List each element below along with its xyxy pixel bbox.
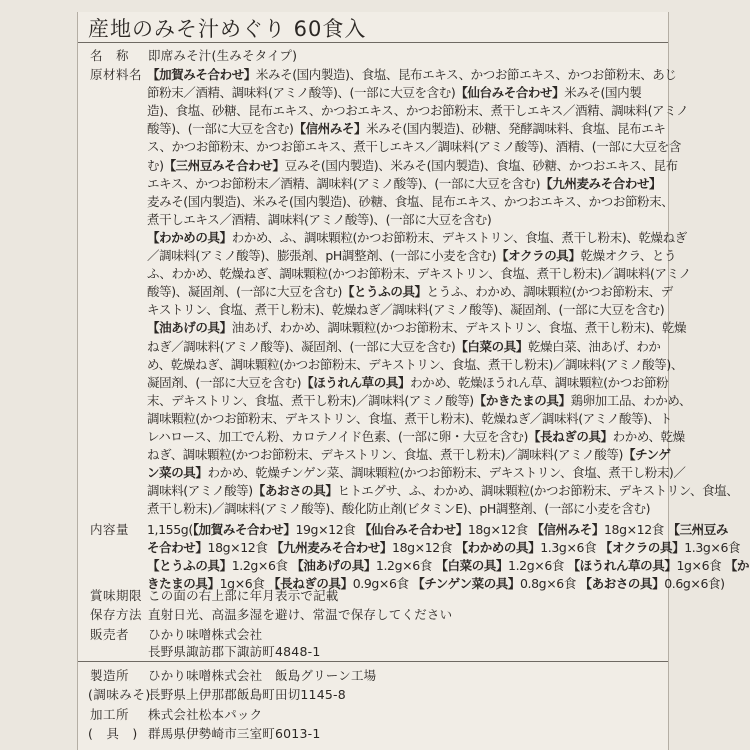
- text-line: [147, 556, 749, 574]
- text-segment: め、乾燥ねぎ、調味顆粒(かつお節粉末、デキストリン、食塩、煮干し粉末)／調味料(アミノ酸等)、: [147, 356, 683, 372]
- content-label: 内容量: [90, 522, 130, 537]
- text-segment: 18g×12食: [207, 540, 272, 556]
- category-heading: 【あおさの具】: [579, 576, 665, 592]
- text-segment: 米みそ(国内製: [564, 85, 642, 101]
- text-segment: 米みそ(国内製造)、食塩、昆布エキス、かつお節エキス、かつお節粉末、あじ: [255, 67, 677, 82]
- text-segment: 乾燥オクラ、とう: [580, 248, 677, 263]
- text-segment: 酸等)、凝固剤、(一部に大豆を含む): [147, 284, 342, 300]
- text-segment: 1,155g(: [147, 522, 193, 537]
- text-segment: 18g×12食: [392, 540, 456, 556]
- text-segment: む): [147, 157, 164, 173]
- text-line: [147, 119, 666, 137]
- text-segment: 1.2g×6食: [231, 558, 292, 574]
- maker-value: ひかり味噌株式会社 飯島グリーン工場: [148, 668, 377, 683]
- text-line: [147, 210, 491, 228]
- text-line: [147, 300, 664, 318]
- category-heading: 【信州みそ】: [293, 121, 367, 137]
- text-segment: 調味顆粒(かつお節粉末、デキストリン、食塩、煮干し粉末)、乾燥ねぎ／調味料(アミノ酸等)、ト: [147, 410, 672, 426]
- category-heading: 【仙台みそ合わせ】: [455, 85, 565, 101]
- text-segment: わかめ、ふ、調味顆粒(かつお節粉末、デキストリン、食塩、煮干し粉末)、乾燥ねぎ: [231, 229, 687, 245]
- text-segment: 1.3g×6食: [684, 540, 741, 556]
- category-heading: 【信州みそ】: [531, 522, 604, 537]
- text-segment: 煮干しエキス／酒精、調味料(アミノ酸等)、(一部に大豆を含む): [147, 211, 492, 227]
- seller-label: 販売者: [90, 627, 130, 642]
- text-segment: レハロース、加工でん粉、カロテノイド色素、(一部に卵・大豆を含む): [147, 429, 528, 444]
- text-line: [147, 318, 686, 336]
- text-segment: 凝固剤、(一部に大豆を含む): [147, 374, 302, 390]
- category-heading: 【三州豆みそ合わせ】: [163, 157, 285, 173]
- category-heading: ン菜の具】: [147, 465, 208, 481]
- divider-line: [78, 42, 668, 43]
- text-segment: ふ、わかめ、乾燥ねぎ、調味顆粒(かつお節粉末、デキストリン、食塩、煮干し粉末)／調味料(アミノ: [147, 266, 691, 282]
- text-line: [147, 373, 668, 391]
- text-segment: わかめ、乾燥チンゲン菜、調味顆粒(かつお節粉末、デキストリン、食塩、煮干し粉末)／: [207, 465, 686, 481]
- text-segment: 油あげ、わかめ、調味顆粒(かつお節粉末、デキストリン、食塩、煮干し粉末)、乾燥: [231, 320, 687, 336]
- processor-sub-value: 群馬県伊勢崎市三室町6013-1: [148, 726, 321, 741]
- text-line: [147, 83, 641, 101]
- text-segment: 0.6g×6食): [664, 576, 725, 592]
- category-heading: 【あおさの具】: [252, 483, 338, 499]
- processor-label: 加工所: [90, 707, 130, 722]
- text-segment: 鶏卵加工品、わかめ、: [570, 392, 692, 408]
- text-segment: ヒトエグサ、ふ、わかめ、調味顆粒(かつお節粉末、デキストリン、食塩、: [337, 483, 739, 499]
- text-line: [147, 337, 661, 355]
- category-heading: 【油あげの具】: [147, 320, 232, 336]
- text-line: [147, 174, 661, 192]
- category-heading: 【加賀みそ合わせ】: [192, 522, 296, 537]
- category-heading: 【油あげの具】: [291, 558, 376, 574]
- text-segment: ス、かつお節粉末、かつお節エキス、煮干しエキス／調味料(アミノ酸等)、酒精、(一部に大豆を含: [147, 139, 681, 155]
- category-heading: 【九州麦みそ合わせ】: [271, 540, 393, 556]
- category-heading: 【ほうれん草の具】: [301, 374, 411, 390]
- text-segment: 酸等)、(一部に大豆を含む): [147, 121, 294, 137]
- text-line: [147, 409, 672, 427]
- text-segment: 19g×12食: [295, 522, 359, 537]
- processor-value: 株式会社松本パック: [148, 707, 263, 722]
- text-line: [147, 101, 688, 119]
- maker-label: 製造所: [90, 668, 130, 683]
- seller-address: 長野県諏訪郡下諏訪町4848-1: [148, 644, 321, 659]
- text-segment: 乾燥白菜、油あげ、わか: [527, 338, 661, 354]
- text-line: [147, 463, 686, 481]
- processor-sub-label: ( 具 ): [88, 726, 138, 741]
- text-line: [147, 246, 676, 264]
- storage-value: 直射日光、高温多湿を避け、常温で保存してください: [148, 607, 453, 622]
- category-heading: 【仙台みそ合わせ】: [358, 522, 468, 537]
- text-line: [147, 192, 673, 210]
- storage-label: 保存方法: [90, 607, 143, 622]
- text-segment: 1g×6食: [676, 558, 725, 574]
- text-line: [147, 481, 738, 499]
- text-line: [147, 520, 728, 538]
- text-segment: わかめ、乾燥ほうれん草、調味顆粒(かつお節粉: [410, 374, 669, 390]
- text-segment: 麦みそ(国内製造)、米みそ(国内製造)、砂糖、食塩、昆布エキス、かつおエキス、かつお節粉末、: [147, 193, 674, 209]
- expiry-label: 賞味期限: [90, 588, 143, 603]
- seller-name: ひかり味噌株式会社: [148, 627, 263, 642]
- text-line: [147, 282, 673, 300]
- category-heading: 【白菜の具】: [455, 338, 528, 354]
- text-line: [147, 538, 740, 556]
- category-heading: 【かきたまの具】: [473, 392, 571, 408]
- text-segment: とうふ、わかめ、調味顆粒(かつお節粉末、デ: [426, 284, 673, 300]
- text-line: [147, 355, 683, 373]
- text-segment: わかめ、乾燥: [612, 429, 685, 444]
- category-heading: 【白菜の具】: [435, 558, 509, 574]
- text-segment: 造)、食塩、砂糖、昆布エキス、かつおエキス、かつお節粉末、煮干しエキス／酒精、調味料(アミノ: [147, 103, 689, 119]
- name-label: 名 称: [90, 48, 130, 63]
- maker-sub-label: (調味みそ): [88, 687, 151, 702]
- expiry-value: この面の右上部に年月表示で記載: [148, 588, 339, 603]
- category-heading: 【チンゲン菜の具】: [412, 576, 520, 592]
- category-heading: 【ほうれん草の具】: [567, 558, 677, 574]
- text-line: [147, 445, 671, 463]
- text-line: [147, 65, 677, 83]
- category-heading: 【わかめの具】: [455, 540, 541, 556]
- text-line: [147, 137, 681, 155]
- text-segment: 節粉末／酒精、調味料(アミノ酸等)、(一部に大豆を含む): [147, 85, 456, 101]
- text-segment: 0.8g×6食: [520, 576, 580, 592]
- text-segment: 1.2g×6食: [508, 558, 568, 574]
- text-segment: 1g×6食: [219, 576, 268, 592]
- category-heading: きたまの具】: [147, 576, 220, 592]
- text-segment: 末、デキストリン、食塩、煮干し粉末)／調味料(アミノ酸等): [147, 392, 474, 408]
- text-segment: ねぎ、調味顆粒(かつお節粉末、デキストリン、食塩、煮干し粉末)／調味料(アミノ酸等): [147, 447, 623, 463]
- text-line: [147, 499, 650, 517]
- text-line: [147, 427, 685, 445]
- text-segment: 18g×12食: [467, 522, 532, 537]
- text-segment: ／調味料(アミノ酸等)、膨張剤、pH調整剤、(一部に小麦を含む): [147, 248, 497, 263]
- category-heading: 【オクラの具】: [599, 540, 685, 556]
- product-title: 産地のみそ汁めぐり 60食入: [88, 17, 367, 41]
- text-segment: 調味料(アミノ酸等): [147, 483, 253, 499]
- divider-line: [78, 661, 668, 662]
- text-segment: 米みそ(国内製造)、砂糖、発酵調味料、食塩、昆布エキ: [366, 121, 666, 137]
- text-line: [147, 156, 678, 174]
- text-segment: ねぎ／調味料(アミノ酸等)、凝固剤、(一部に大豆を含む): [147, 338, 456, 354]
- text-line: [147, 228, 687, 246]
- category-heading: 【三州豆み: [667, 522, 728, 537]
- category-heading: 【か: [724, 558, 750, 574]
- text-segment: 豆みそ(国内製造)、米みそ(国内製造)、食塩、砂糖、かつおエキス、昆布: [284, 157, 678, 173]
- text-segment: 1.3g×6食: [540, 540, 600, 556]
- text-segment: キストリン、食塩、煮干し粉末)、乾燥ねぎ／調味料(アミノ酸等)、凝固剤、(一部に大豆を含む): [147, 302, 665, 318]
- category-heading: 【オクラの具】: [496, 248, 581, 263]
- category-heading: そ合わせ】: [147, 540, 208, 556]
- text-segment: 0.9g×6食: [352, 576, 413, 592]
- category-heading: 【チンゲ: [622, 447, 671, 463]
- text-segment: エキス、かつお節粉末／酒精、調味料(アミノ酸等)、(一部に大豆を含む): [147, 175, 541, 191]
- category-heading: 【加賀みそ合わせ】: [147, 67, 256, 82]
- ingredients-label: 原材料名: [90, 67, 143, 82]
- maker-sub-value: 長野県上伊那郡飯島町田切1145-8: [148, 687, 346, 702]
- category-heading: 【とうふの具】: [341, 284, 427, 300]
- text-line: [147, 391, 691, 409]
- name-value: 即席みそ汁(生みそタイプ): [148, 48, 298, 63]
- category-heading: 【とうふの具】: [147, 558, 232, 574]
- category-heading: 【長ねぎの具】: [527, 429, 613, 444]
- category-heading: 【長ねぎの具】: [268, 576, 353, 592]
- text-line: [147, 264, 691, 282]
- category-heading: 【九州麦みそ合わせ】: [540, 175, 662, 191]
- text-segment: 1.2g×6食: [375, 558, 436, 574]
- category-heading: 【わかめの具】: [147, 229, 232, 245]
- text-segment: 18g×12食: [603, 522, 668, 537]
- text-segment: 煮干し粉末)／調味料(アミノ酸等)、酸化防止剤(ビタミンE)、pH調整剤、(一部に小麦を含む): [147, 501, 651, 517]
